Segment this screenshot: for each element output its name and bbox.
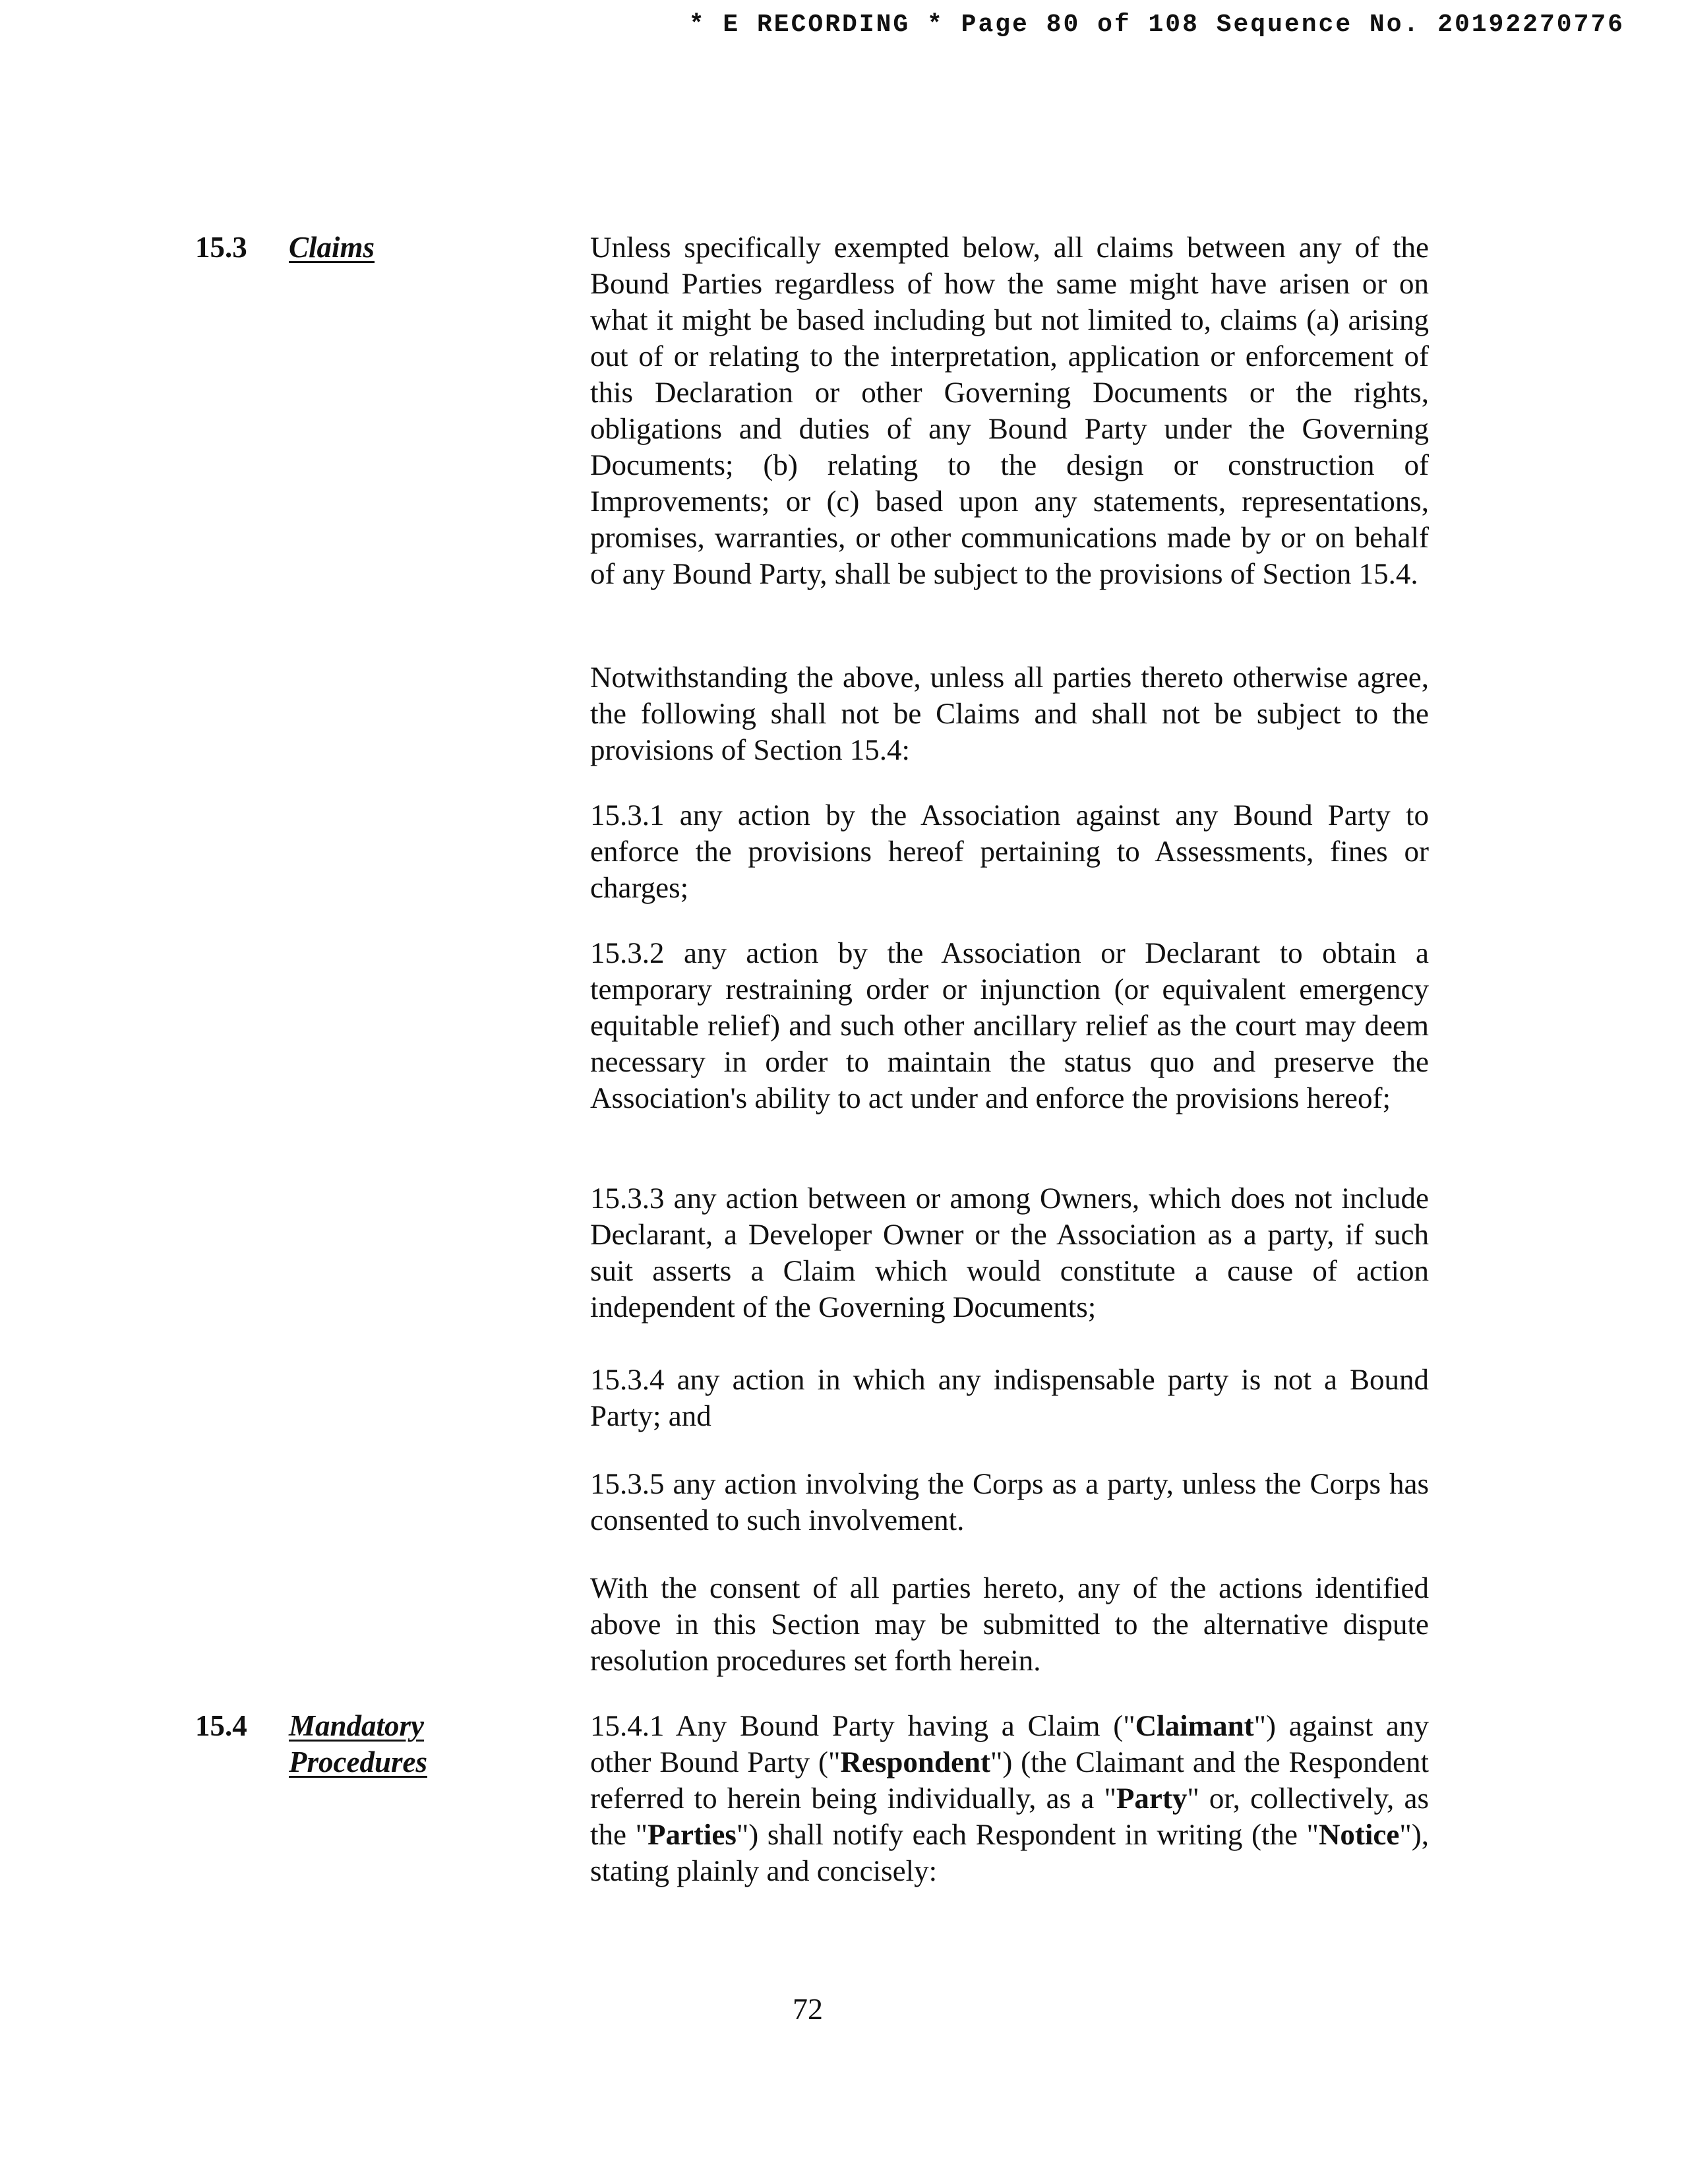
paragraph-block (590, 1362, 1429, 1434)
section-15-4-body (590, 1708, 1429, 1889)
section-title-line: Mandatory (289, 1709, 425, 1742)
section-number-15-3: 15.3 (195, 231, 247, 264)
paragraph-15-4-1 (590, 1708, 1429, 1889)
page-number: 72 (793, 1992, 823, 2026)
paragraph-block (590, 797, 1429, 906)
paragraph-consent: With the consent of all parties hereto, any of the actions identified above in this Section may be submitted to the alternative dispute resolution procedures set forth herein. (590, 1571, 1429, 1677)
text-run: ") against any other Bound Party (" (590, 1709, 1429, 1778)
section-15-3-body (590, 229, 1429, 592)
defined-term-notice: Notice (1318, 1818, 1400, 1851)
paragraph-block (590, 659, 1429, 768)
paragraph-15-3-4: 15.3.4 any action in which any indispensable party is not a Bound Party; and (590, 1363, 1429, 1432)
paragraph-block (590, 1570, 1429, 1679)
paragraph-block (590, 1466, 1429, 1538)
section-title-claims: Claims (289, 231, 375, 264)
text-run: " or, collectively, as the " (590, 1782, 1429, 1851)
text-run: "), stating plainly and concisely: (590, 1818, 1429, 1887)
paragraph-15-3-2: 15.3.2 any action by the Association or Declarant to obtain a temporary restraining order or injunction (or equivalent emergency equitable relief) and such other ancillary relief as the court may deem necessary in order to maintain the status quo and preserve the Association's ability to act under and enforce the provisions hereof; (590, 936, 1429, 1114)
defined-term-respondent: Respondent (840, 1745, 990, 1778)
paragraph-15-3-1: 15.3.1 any action by the Association against any Bound Party to enforce the provisions hereof pertaining to Assessments, fines or charges; (590, 799, 1429, 904)
section-title-mandatory-procedures (289, 1708, 427, 1780)
paragraph-15-3-5: 15.3.5 any action involving the Corps as a party, unless the Corps has consented to such involvement. (590, 1467, 1429, 1536)
defined-term-party: Party (1116, 1782, 1188, 1815)
section-title-line: Procedures (289, 1745, 427, 1778)
paragraph-15-3-3: 15.3.3 any action between or among Owners, which does not include Declarant, a Developer Owner or the Association as a party, if such suit asserts a Claim which would constitute a cause of action independent of the Governing Documents; (590, 1182, 1429, 1323)
paragraph-claims-definition: Unless specifically exempted below, all claims between any of the Bound Parties regardless of how the same might have arisen or on what it might be based including but not limited to, claims (a) arising out of or relating to the interpretation, application or enforcement of this Declaration or other Governing Documents or the rights, obligations and duties of any Bound Party under the Governing Documents; (b) relating to the design or construction of Improvements; or (c) based upon any statements, representations, promises, warranties, or other communications made by or on behalf of any Bound Party, shall be subject to the provisions of Section 15.4. (590, 231, 1429, 590)
paragraph-block (590, 1180, 1429, 1325)
paragraph-block (590, 935, 1429, 1116)
text-run: 15.4.1 Any Bound Party having a Claim (" (590, 1709, 1135, 1742)
paragraph-exemptions-intro: Notwithstanding the above, unless all parties thereto otherwise agree, the following shall not be Claims and shall not be subject to the provisions of Section 15.4: (590, 661, 1429, 766)
section-number-15-4: 15.4 (195, 1709, 247, 1742)
text-run: ") (the Claimant and the Respondent referred to herein being individually, as a " (590, 1745, 1429, 1815)
defined-term-claimant: Claimant (1135, 1709, 1254, 1742)
recording-header: * E RECORDING * Page 80 of 108 Sequence No. 20192270776 (688, 11, 1625, 39)
defined-term-parties: Parties (647, 1818, 737, 1851)
text-run: ") shall notify each Respondent in writing (the " (736, 1818, 1319, 1851)
